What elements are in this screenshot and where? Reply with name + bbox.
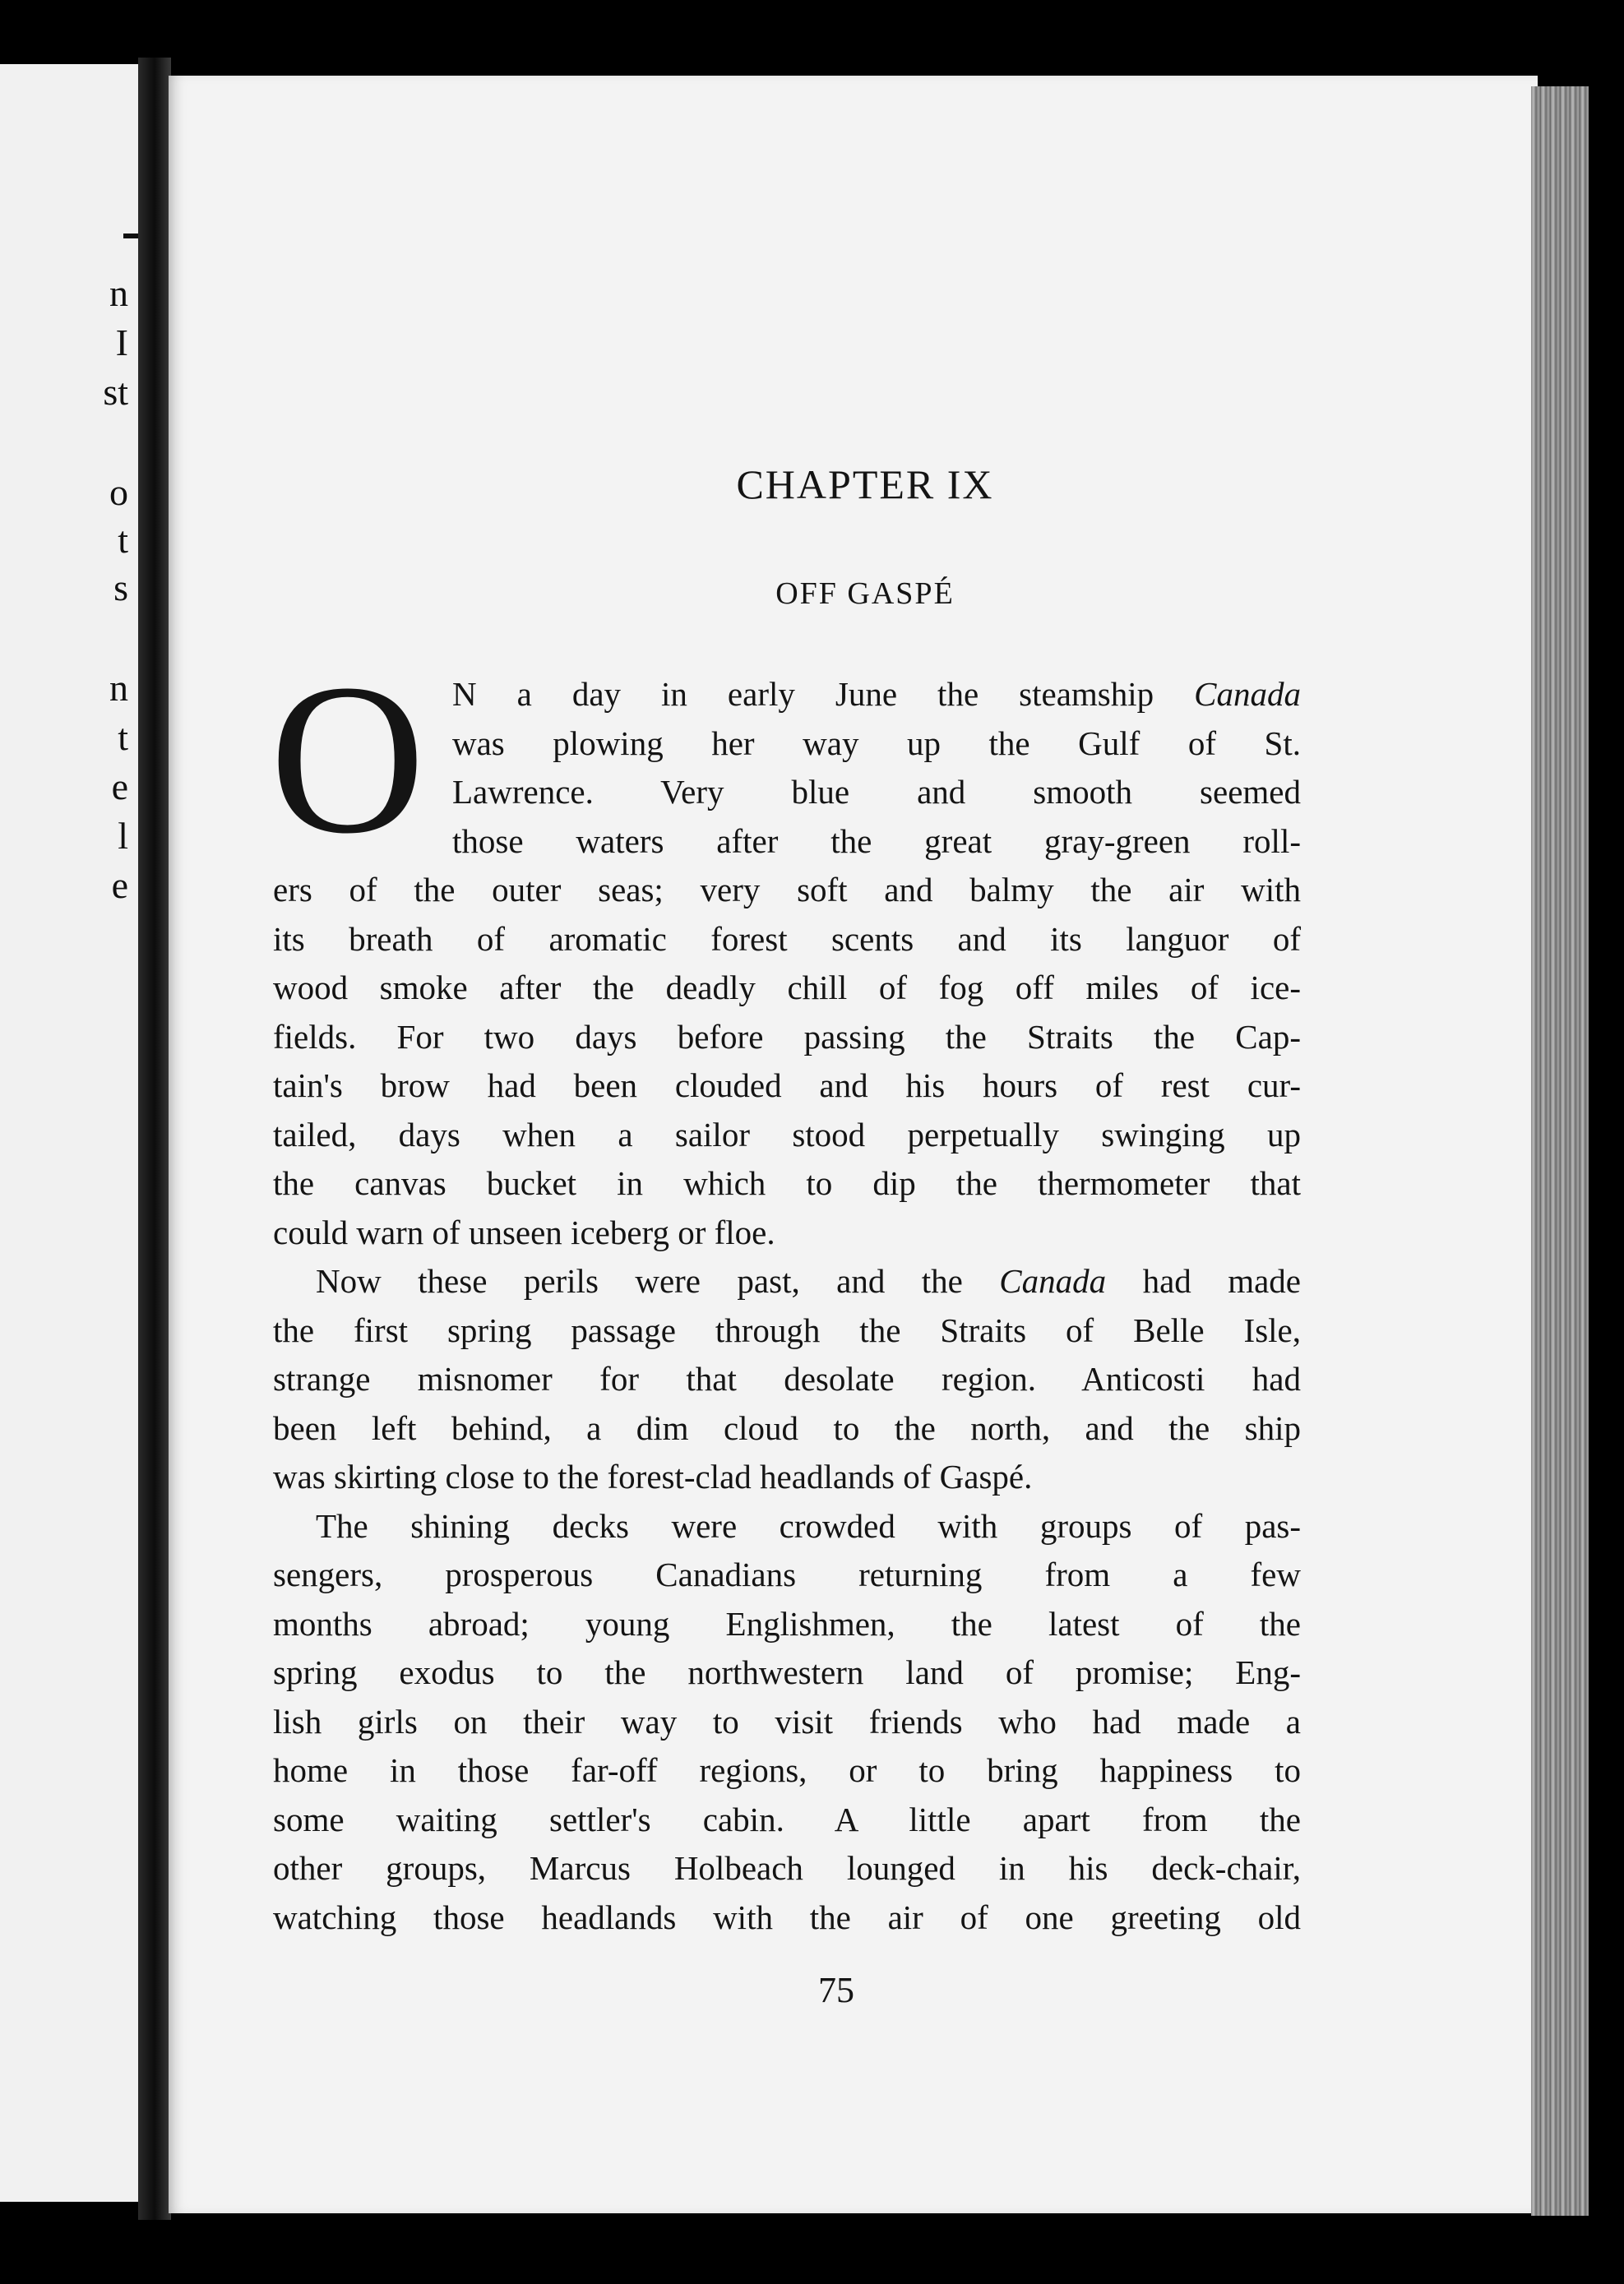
- text-line: tain's brow had been clouded and his hours of rest cur-: [273, 1066, 1301, 1104]
- text-line: some waiting settler's cabin. A little apart from the: [273, 1800, 1301, 1838]
- left-page-fragment: s: [113, 566, 128, 608]
- left-page-fragment: l: [118, 815, 128, 857]
- left-page-fragment: t: [118, 716, 128, 758]
- paragraph: [273, 1502, 1301, 1943]
- text-line: ers of the outer seas; very soft and balmy the air with: [273, 871, 1301, 909]
- left-page-fragment: n: [109, 667, 128, 709]
- scan-border: [1589, 82, 1624, 2220]
- text-line: other groups, Marcus Holbeach lounged in his deck-chair,: [273, 1849, 1301, 1887]
- text-line: been left behind, a dim cloud to the north, and the ship: [273, 1408, 1301, 1447]
- text-line: wood smoke after the deadly chill of fog off miles of ice-: [273, 969, 1301, 1006]
- text-line: N a day in early June the steamship Canada: [452, 675, 1301, 713]
- text-line: fields. For two days before passing the Straits the Cap-: [273, 1017, 1301, 1056]
- text-line: tailed, days when a sailor stood perpetually swinging up: [273, 1115, 1301, 1154]
- text-line: months abroad; young Englishmen, the latest of the: [273, 1604, 1301, 1643]
- page-edges: [1531, 86, 1589, 2216]
- left-page-fragment: I: [115, 321, 128, 363]
- left-page-fragment: t: [118, 519, 128, 561]
- left-page-fragment: e: [111, 765, 128, 807]
- text-line: The shining decks were crowded with groups of pas-: [316, 1506, 1301, 1545]
- text-line: sengers, prosperous Canadians returning from a few: [273, 1556, 1301, 1593]
- body-text: [270, 640, 1301, 1942]
- text-line: could warn of unseen iceberg or floe.: [273, 1213, 775, 1251]
- text-line: the canvas bucket in which to dip the thermometer that: [273, 1164, 1301, 1202]
- text-line: those waters after the great gray-green roll-: [452, 821, 1301, 860]
- paragraph: [270, 640, 1301, 1257]
- text-line: was skirting close to the forest-clad headlands of Gaspé.: [273, 1458, 1033, 1496]
- chapter-title: CHAPTER IX: [736, 461, 994, 507]
- text-line: strange misnomer for that desolate region. Anticosti had: [273, 1360, 1301, 1398]
- page-number: 75: [818, 1970, 854, 2010]
- left-page-fragment: o: [109, 471, 128, 513]
- text-line: the first spring passage through the Straits of Belle Isle,: [273, 1311, 1301, 1349]
- left-facing-page: [0, 64, 138, 2202]
- text-line: was plowing her way up the Gulf of St.: [452, 724, 1301, 762]
- text-line: spring exodus to the northwestern land of promise; Eng-: [273, 1653, 1301, 1691]
- text-line: its breath of aromatic forest scents and its languor of: [273, 919, 1301, 958]
- book-gutter: [138, 58, 171, 2220]
- left-page-fragment: st: [103, 371, 128, 413]
- left-page-fragment: e: [111, 864, 128, 906]
- text-line: Lawrence. Very blue and smooth seemed: [452, 773, 1301, 811]
- text-line: Now these perils were past, and the Canada had made: [316, 1262, 1301, 1300]
- drop-cap: O: [270, 640, 426, 878]
- paragraph: [273, 1257, 1301, 1502]
- text-line: watching those headlands with the air of one greeting old: [273, 1898, 1301, 1936]
- chapter-subtitle: OFF GASPÉ: [775, 576, 955, 611]
- left-page-fragment: n: [109, 272, 128, 314]
- text-line: home in those far-off regions, or to bring happiness to: [273, 1751, 1301, 1789]
- text-line: lish girls on their way to visit friends who had made a: [273, 1702, 1301, 1741]
